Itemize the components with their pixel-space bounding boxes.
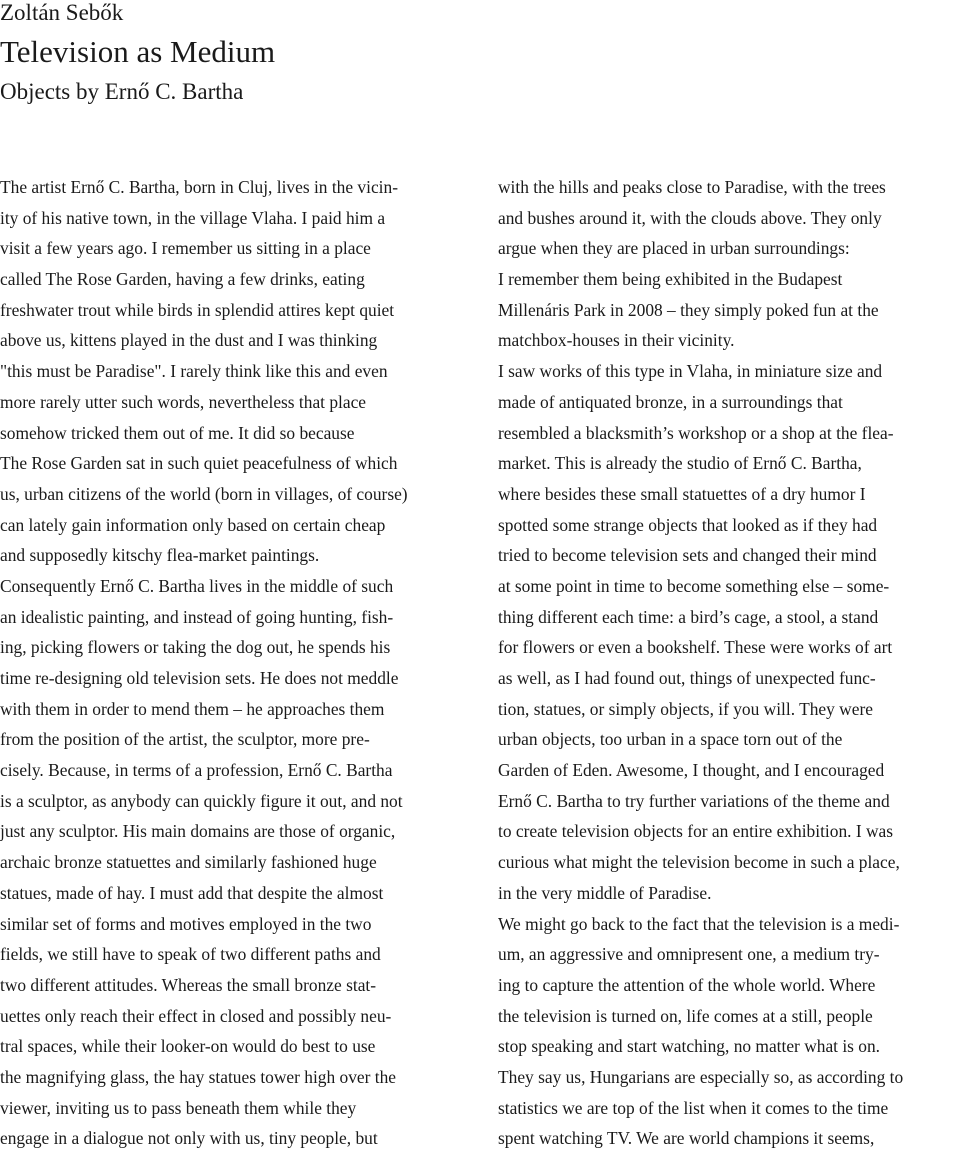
text-line: statistics we are top of the list when it comes to the time xyxy=(498,1097,889,1118)
text-line: where besides these small statuettes of a dry humor I xyxy=(498,483,866,504)
text-line: with the hills and peaks close to Paradise, with the trees xyxy=(498,177,886,197)
text-line: Ernő C. Bartha to try further variations of the theme and xyxy=(498,790,890,811)
text-line: as well, as I had found out, things of unexpected func- xyxy=(498,668,876,688)
text-line: argue when they are placed in urban surroundings: xyxy=(498,238,850,259)
text-line: more rarely utter such words, nevertheless that place xyxy=(0,391,367,412)
text-line: two different attitudes. Whereas the small bronze stat- xyxy=(0,974,377,995)
text-line: tried to become television sets and changed their mind xyxy=(498,545,877,566)
text-line: viewer, inviting us to pass beneath them while they xyxy=(0,1097,357,1118)
text-line: uettes only reach their effect in closed and possibly neu- xyxy=(0,1005,392,1026)
text-line: ing to capture the attention of the whole world. Where xyxy=(498,974,876,995)
text-line: "this must be Paradise". I rarely think like this and even xyxy=(0,361,388,382)
text-line: tral spaces, while their looker-on would do best to use xyxy=(0,1036,376,1057)
text-line: is a sculptor, as anybody can quickly figure it out, and not xyxy=(0,790,403,811)
text-line: urban objects, too urban in a space torn out of the xyxy=(498,729,843,750)
text-line: The artist Ernő C. Bartha, born in Cluj, lives in the vicin- xyxy=(0,177,398,197)
text-line: spent watching TV. We are world champions it seems, xyxy=(498,1128,875,1149)
text-line: thing different each time: a bird’s cage, a stool, a stand xyxy=(498,606,879,627)
text-line: They say us, Hungarians are especially so, as according to xyxy=(498,1066,904,1087)
text-line: The Rose Garden sat in such quiet peacefulness of which xyxy=(0,453,398,474)
text-line: stop speaking and start watching, no matter what is on. xyxy=(498,1036,881,1057)
text-line: Consequently Ernő C. Bartha lives in the middle of such xyxy=(0,575,394,596)
text-line: Garden of Eden. Awesome, I thought, and I encouraged xyxy=(498,760,885,781)
text-line: freshwater trout while birds in splendid attires kept quiet xyxy=(0,299,395,320)
text-line: similar set of forms and motives employed in the two xyxy=(0,913,372,934)
text-line: made of antiquated bronze, in a surroundings that xyxy=(498,391,843,412)
text-line: with them in order to mend them – he approaches them xyxy=(0,698,385,719)
text-line: I saw works of this type in Vlaha, in miniature size and xyxy=(498,361,883,382)
text-line: the magnifying glass, the hay statues tower high over the xyxy=(0,1066,397,1087)
text-line: matchbox-houses in their vicinity. xyxy=(498,330,735,351)
right-text-column xyxy=(498,172,960,1154)
text-line: tion, statues, or simply objects, if you will. They were xyxy=(498,698,873,719)
text-line: at some point in time to become something else – some- xyxy=(498,575,890,596)
text-line: cisely. Because, in terms of a profession, Ernő C. Bartha xyxy=(0,760,393,781)
text-line: time re-designing old television sets. He does not meddle xyxy=(0,668,399,688)
text-line: spotted some strange objects that looked as if they had xyxy=(498,514,878,535)
text-line: an idealistic painting, and instead of going hunting, fish- xyxy=(0,606,394,627)
text-line: fields, we still have to speak of two different paths and xyxy=(0,944,381,965)
text-line: in the very middle of Paradise. xyxy=(498,882,712,903)
text-line: engage in a dialogue not only with us, tiny people, but xyxy=(0,1128,378,1149)
text-line: ing, picking flowers or taking the dog out, he spends his xyxy=(0,637,391,658)
author-name: Zoltán Sebők xyxy=(0,0,124,25)
text-line: for flowers or even a bookshelf. These were works of art xyxy=(498,637,893,658)
text-line: the television is turned on, life comes at a still, people xyxy=(498,1005,873,1026)
text-line: above us, kittens played in the dust and I was thinking xyxy=(0,330,378,351)
left-text-column xyxy=(0,172,470,1154)
text-line: I remember them being exhibited in the Budapest xyxy=(498,269,843,290)
article-subtitle: Objects by Ernő C. Bartha xyxy=(0,79,244,104)
text-line: us, urban citizens of the world (born in villages, of course) xyxy=(0,483,408,504)
text-line: um, an aggressive and omnipresent one, a medium try- xyxy=(498,944,880,965)
text-line: and supposedly kitschy flea-market paintings. xyxy=(0,545,320,566)
text-line: just any sculptor. His main domains are those of organic, xyxy=(0,821,396,842)
text-line: called The Rose Garden, having a few drinks, eating xyxy=(0,269,365,290)
text-line: archaic bronze statuettes and similarly fashioned huge xyxy=(0,852,377,873)
text-line: resembled a blacksmith’s workshop or a shop at the flea- xyxy=(498,422,894,443)
text-line: visit a few years ago. I remember us sitting in a place xyxy=(0,238,371,259)
document-header xyxy=(0,0,480,106)
text-line: to create television objects for an entire exhibition. I was xyxy=(498,821,894,842)
text-line: curious what might the television become in such a place, xyxy=(498,852,900,873)
text-line: somehow tricked them out of me. It did so because xyxy=(0,422,355,443)
text-line: Millenáris Park in 2008 – they simply poked fun at the xyxy=(498,299,879,320)
article-title: Television as Medium xyxy=(0,34,276,69)
text-line: and bushes around it, with the clouds above. They only xyxy=(498,207,882,228)
text-line: from the position of the artist, the sculptor, more pre- xyxy=(0,729,370,750)
text-line: statues, made of hay. I must add that despite the almost xyxy=(0,882,384,903)
text-line: ity of his native town, in the village Vlaha. I paid him a xyxy=(0,207,386,228)
text-line: can lately gain information only based on certain cheap xyxy=(0,514,386,535)
text-line: market. This is already the studio of Ernő C. Bartha, xyxy=(498,453,862,474)
text-line: We might go back to the fact that the television is a medi- xyxy=(498,913,900,934)
